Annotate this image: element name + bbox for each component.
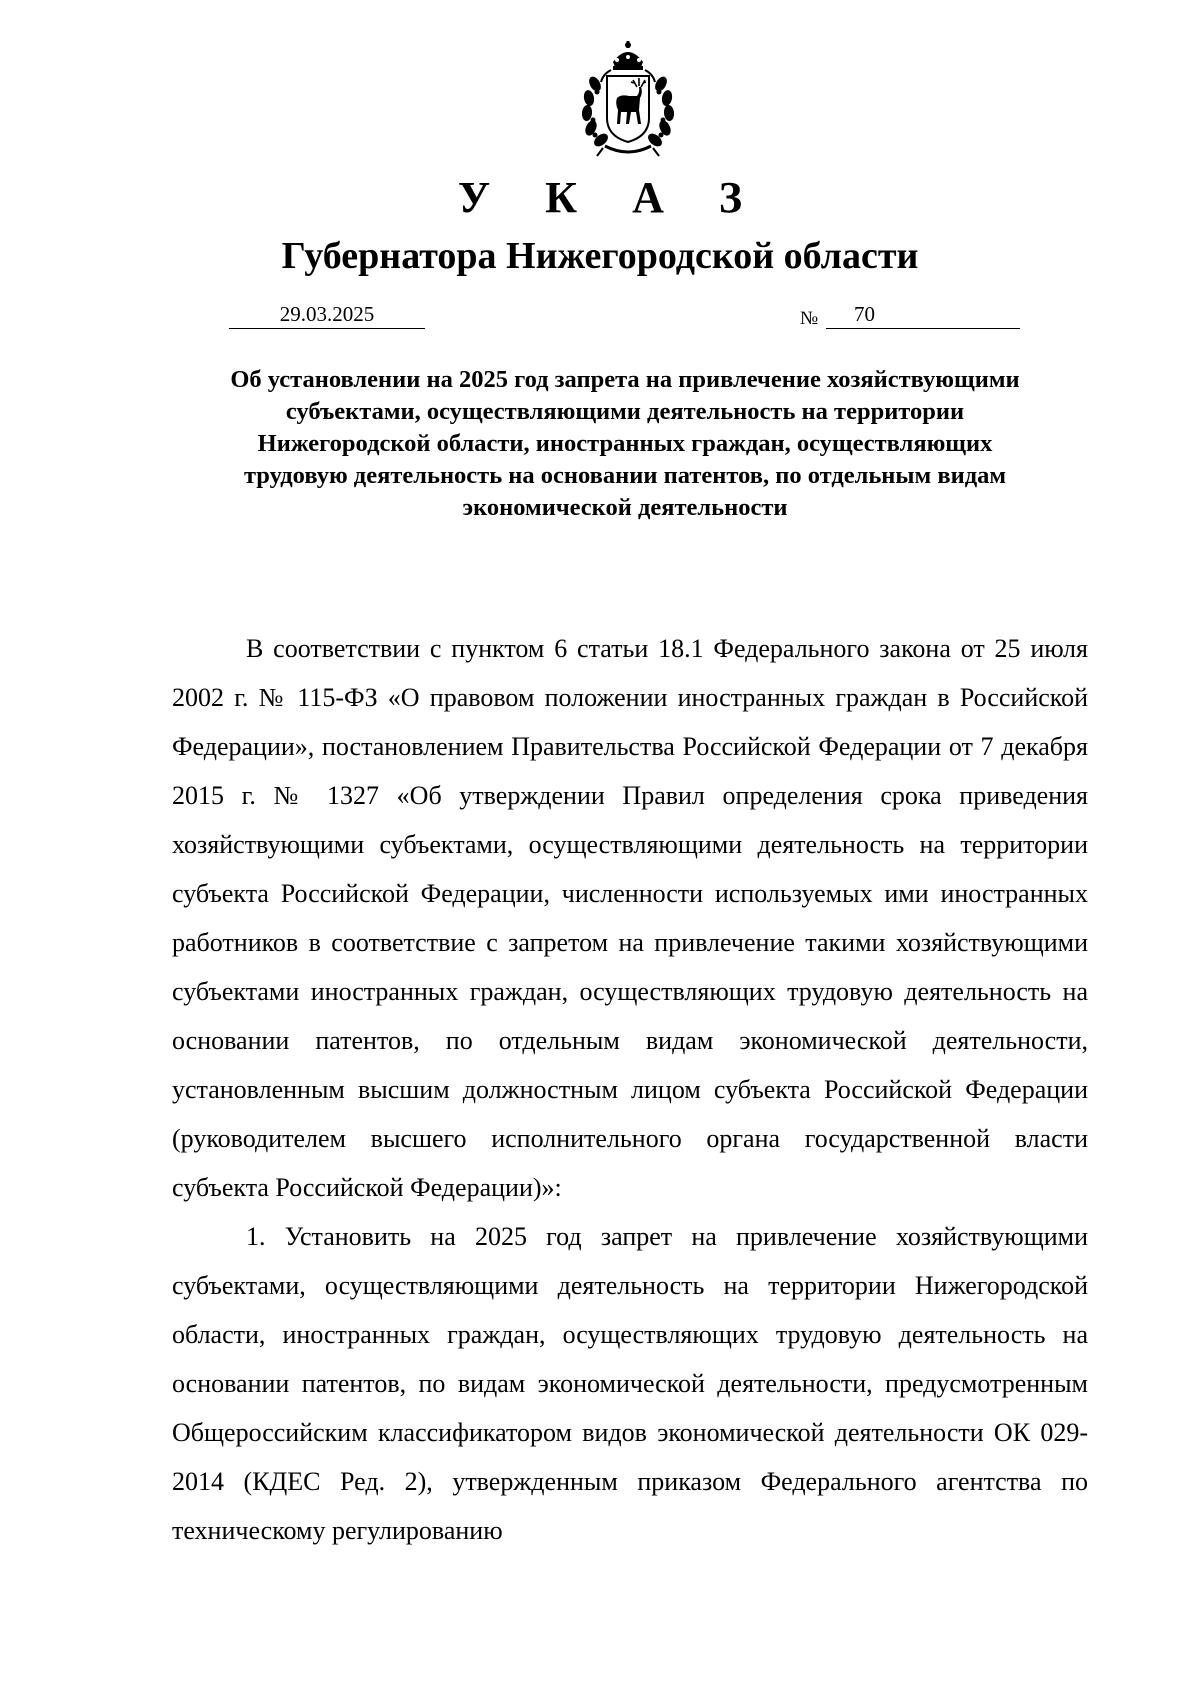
item-1-paragraph: 1. Установить на 2025 год запрет на привлечение хозяйствующими субъектами, осуществляющими деятельность на территории Нижегородской области, иностранных граждан, осуществляющих трудовую деятельность на основании патентов, по видам экономической деятельности, предусмотренным Общероссийским классификатором видов экономической деятельности ОК 029-2014 (КДЕС Ред. 2), утвержденным приказом Федерального агентства по техническому регулированию: [172, 1222, 1088, 1545]
coat-of-arms-emblem: [573, 40, 683, 158]
number-sign: №: [800, 308, 819, 329]
document-issuer: Губернатора Нижегородской области: [281, 235, 919, 277]
document-date: 29.03.2025: [229, 302, 425, 329]
document-subject: Об установлении на 2025 год запрета на привлечение хозяйствующими субъектами, осуществляющими деятельность на территории Нижегородской области, иностранных граждан, осуществляющих трудовую деятельность на основании патентов, по отдельным видам экономической деятельности: [230, 366, 1020, 521]
document-body: [172, 624, 1088, 1555]
preamble-paragraph: В соответствии с пунктом 6 статьи 18.1 Федерального закона от 25 июля 2002 г. № 115-ФЗ «О правовом положении иностранных граждан в Российской Федерации», постановлением Правительства Российской Федерации от 7 декабря 2015 г. № 1327 «Об утверждении Правил определения срока приведения хозяйствующими субъектами, осуществляющими деятельность на территории субъекта Российской Федерации, численности используемых ими иностранных работников в соответствие с запретом на привлечение такими хозяйствующими субъектами иностранных граждан, осуществляющих трудовую деятельность на основании патентов, по отдельным видам экономической деятельности, установленным высшим должностным лицом субъекта Российской Федерации (руководителем высшего исполнительного органа государственной власти субъекта Российской Федерации)»:: [172, 634, 1088, 1202]
document-number: 70: [854, 302, 875, 326]
document-number-field: [826, 302, 1020, 329]
document-type-title: У К А З: [457, 173, 765, 222]
